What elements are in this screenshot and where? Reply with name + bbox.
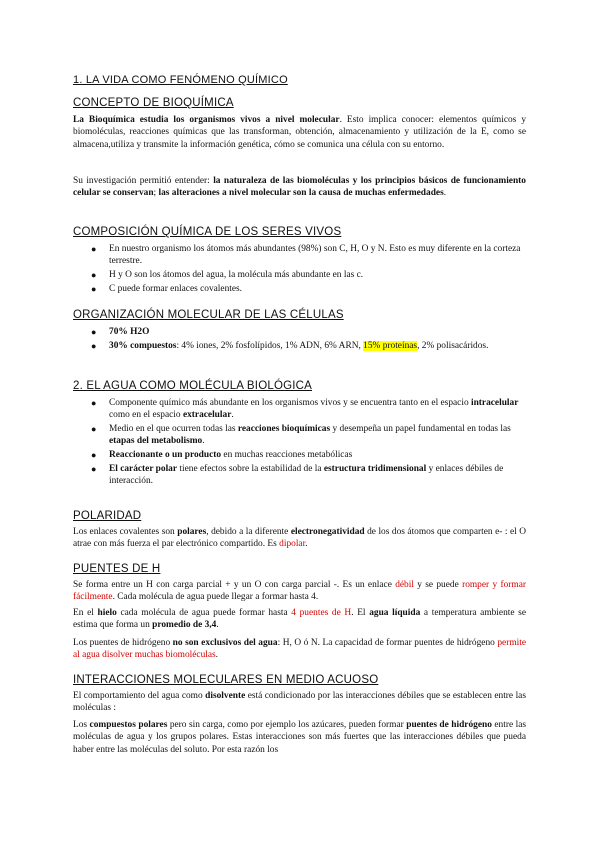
section-heading-polaridad: POLARIDAD <box>73 510 142 522</box>
list-item: ● Medio en el que ocurren todas las reacciones bioquímicas y desempeña un papel fundamental en todas las etapas del metabolismo. <box>91 423 511 447</box>
section-heading-organizacion: ORGANIZACIÓN MOLECULAR DE LAS CÉLULAS <box>73 309 344 321</box>
chapter-heading: 1. LA VIDA COMO FENÓMENO QUÍMICO <box>73 74 288 86</box>
agua-list <box>91 397 525 488</box>
body-text: . <box>443 188 447 199</box>
section-heading-puentes: PUENTES DE H <box>73 563 161 575</box>
bold-text: la naturaleza de las biomoléculas y los principios básicos de funcionamiento celular se conservan <box>73 176 526 199</box>
body-text: . Esto implica conocer: elementos químicos y biomoléculas, reacciones químicas que las transforman, obtención, almacenamiento y utilización de la E, como se almacena,utiliza y transmite la información genética, cómo se comunica una célula con su entorno. <box>73 115 527 150</box>
section-heading-agua: 2. EL AGUA COMO MOLÉCULA BIOLÓGICA <box>73 380 313 392</box>
body-text: ; <box>153 188 159 199</box>
paragraph-concepto <box>73 114 526 151</box>
section-heading-composicion: COMPOSICIÓN QUÍMICA DE LOS SERES VIVOS <box>73 226 342 238</box>
composicion-list <box>91 243 525 296</box>
list-item: ● H y O son los átomos del agua, la molécula más abundante en las c. <box>91 269 364 280</box>
paragraph-investigacion <box>73 175 526 200</box>
paragraph-puentes-3: Los puentes de hidrógeno no son exclusivos del agua: H, O ó N. La capacidad de formar puentes de hidrógeno permite al agua disolver muchas biomoléculas. <box>73 638 526 661</box>
section-heading-interacciones: INTERACCIONES MOLECULARES EN MEDIO ACUOSO <box>73 674 379 686</box>
paragraph-puentes-1: Se forma entre un H con carga parcial + y un O con carga parcial -. Es un enlace débil y se puede romper y formar fácilmente. Cada molécula de agua puede llegar a formar hasta 4. <box>73 580 526 603</box>
list-item: ● 70% H2O <box>91 327 150 337</box>
list-item: ● Reaccionante o un producto en muchas reacciones metabólicas <box>91 449 353 460</box>
list-item: ● C puede formar enlaces covalentes. <box>91 283 243 294</box>
paragraph-interacciones-1: El comportamiento del agua como disolvente está condicionado por las interacciones débiles que se establecen entre las moléculas : <box>73 691 526 714</box>
list-item: ● Componente químico más abundante en los organismos vivos y se encuentra tanto en el espacio intracelular como en el espacio extracelular. <box>91 398 519 421</box>
body-text: Su investigación permitió entender: <box>73 176 214 186</box>
bold-text: las alteraciones a nivel molecular son la causa de muchas enfermedades <box>158 188 444 199</box>
paragraph-interacciones-2: Los compuestos polares pero sin carga, como por ejemplo los azúcares, pueden formar puentes de hidrógeno entre las moléculas de agua y los grupos polares. Estas interacciones son más fuertes que las interacciones débiles que pueda haber entre las moléculas del soluto. Por esta razón los <box>73 720 527 755</box>
highlighted-text: 15% proteínas <box>363 340 418 351</box>
list-item: ● 30% compuestos: 4% iones, 2% fosfolípidos, 1% ADN, 6% ARN, 15% proteínas, 2% polisacáridos. <box>91 340 489 351</box>
bold-text: La Bioquímica estudia los organismos vivos a nivel molecular <box>73 115 340 125</box>
paragraph-polaridad: Los enlaces covalentes son polares, debido a la diferente electronegatividad de los dos átomos que comparten e- : el O atrae con más fuerza el par electrónico compartido. Es dipolar. <box>73 527 526 550</box>
organizacion-list <box>91 326 525 353</box>
list-item: ● El carácter polar tiene efectos sobre la estabilidad de la estructura tridimensional y enlaces débiles de interacción. <box>91 463 504 486</box>
paragraph-puentes-2: En el hielo cada molécula de agua puede formar hasta 4 puentes de H. El agua líquida a temperatura ambiente se estima que forma un promedio de 3,4. <box>73 608 526 631</box>
section-heading-concepto: CONCEPTO DE BIOQUÍMICA <box>73 97 234 109</box>
list-item: ● En nuestro organismo los átomos más abundantes (98%) son C, H, O y N. Esto es muy diferente en la corteza terrestre. <box>91 244 521 267</box>
